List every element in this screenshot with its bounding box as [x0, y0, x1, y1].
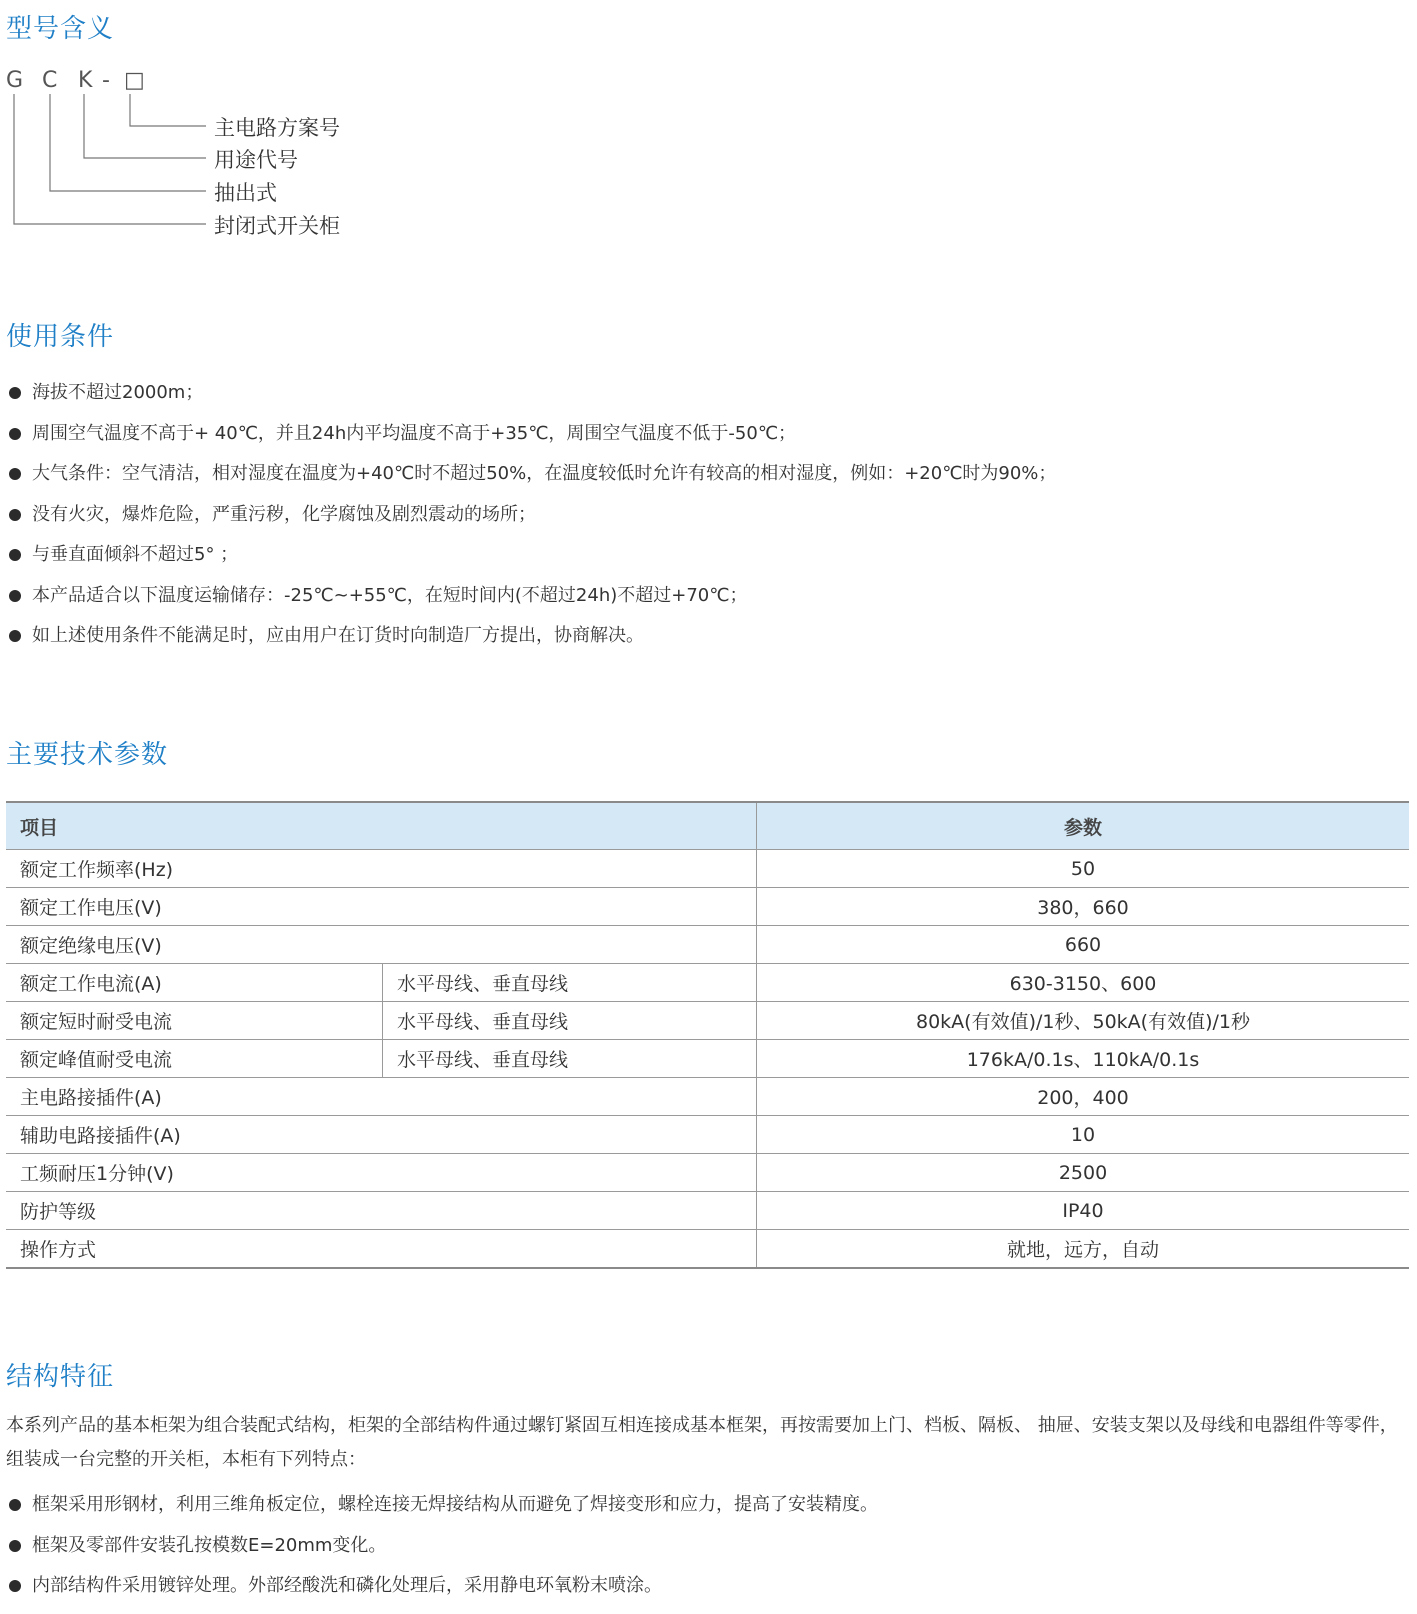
list-item: 没有火灾，爆炸危险，严重污秽，化学腐蚀及剧烈震动的场所；: [6, 502, 1056, 543]
model-section-title: 型号含义: [6, 14, 115, 44]
structure-section-title: 结构特征: [6, 1362, 115, 1392]
row-item: 操作方式: [6, 1230, 757, 1269]
table-row: [6, 1230, 1409, 1269]
row-item: 额定短时耐受电流: [6, 1002, 383, 1040]
table-row: [6, 1154, 1409, 1192]
model-letter-g: G: [6, 68, 24, 93]
row-value: 176kA/0.1s、110kA/0.1s: [757, 1040, 1410, 1078]
table-row: [6, 1192, 1409, 1230]
model-label-purpose: 用途代号: [214, 148, 298, 172]
table-row: [6, 1116, 1409, 1154]
list-item: 框架及零部件安装孔按模数E=20mm变化。: [6, 1533, 878, 1574]
list-item: 周围空气温度不高于+ 40℃，并且24h内平均温度不高于+35℃，周围空气温度不低于-50℃；: [6, 421, 1056, 462]
row-value: 200，400: [757, 1078, 1410, 1116]
row-value: 50: [757, 850, 1410, 888]
row-item: 工频耐压1分钟(V): [6, 1154, 757, 1192]
model-letter-k: K: [78, 68, 93, 93]
row-value: 380，660: [757, 888, 1410, 926]
list-item: 如上述使用条件不能满足时，应由用户在订货时向制造厂方提出，协商解决。: [6, 623, 1056, 664]
row-value: 就地，远方，自动: [757, 1230, 1410, 1269]
table-row: [6, 888, 1409, 926]
list-item: 大气条件：空气清洁，相对湿度在温度为+40℃时不超过50%，在温度较低时允许有较高的相对湿度，例如：+20℃时为90%；: [6, 461, 1056, 502]
row-sub: 水平母线、垂直母线: [383, 1040, 757, 1078]
table-row: [6, 850, 1409, 888]
header-value: 参数: [757, 802, 1410, 850]
row-sub: 水平母线、垂直母线: [383, 1002, 757, 1040]
row-item: 额定工作频率(Hz): [6, 850, 757, 888]
row-sub: 水平母线、垂直母线: [383, 964, 757, 1002]
conditions-list: [6, 380, 1056, 664]
structure-list: [6, 1492, 878, 1614]
table-header-row: [6, 802, 1409, 850]
row-item: 额定工作电流(A): [6, 964, 383, 1002]
row-value: 10: [757, 1116, 1410, 1154]
table-row: [6, 1002, 1409, 1040]
row-item: 防护等级: [6, 1192, 757, 1230]
row-item: 辅助电路接插件(A): [6, 1116, 757, 1154]
model-connector-lines: [0, 60, 210, 240]
table-row: [6, 964, 1409, 1002]
model-box: □: [124, 68, 145, 93]
model-letter-c: C: [42, 68, 58, 93]
list-item: 本产品适合以下温度运输储存：-25℃~+55℃，在短时间内(不超过24h)不超过+70℃；: [6, 583, 1056, 624]
row-value: IP40: [757, 1192, 1410, 1230]
list-item: 框架采用形钢材，利用三维角板定位，螺栓连接无焊接结构从而避免了焊接变形和应力，提高了安装精度。: [6, 1492, 878, 1533]
row-item: 额定工作电压(V): [6, 888, 757, 926]
model-label-main-circuit: 主电路方案号: [214, 116, 340, 140]
params-section-title: 主要技术参数: [6, 740, 169, 770]
table-row: [6, 1078, 1409, 1116]
table-row: [6, 926, 1409, 964]
model-dash: -: [102, 68, 110, 93]
model-label-drawout: 抽出式: [214, 181, 277, 205]
params-table: [6, 801, 1409, 1269]
row-value: 80kA(有效值)/1秒、50kA(有效值)/1秒: [757, 1002, 1410, 1040]
list-item: 海拔不超过2000m；: [6, 380, 1056, 421]
row-value: 660: [757, 926, 1410, 964]
row-value: 630-3150、600: [757, 964, 1410, 1002]
structure-intro: 本系列产品的基本柜架为组合装配式结构，柜架的全部结构件通过螺钉紧固互相连接成基本框架，再按需要加上门、档板、隔板、 抽屉、安装支架以及母线和电器组件等零件，组装成一台完整的开关柜，本柜有下列特点：: [6, 1415, 1398, 1470]
table-row: [6, 1040, 1409, 1078]
row-value: 2500: [757, 1154, 1410, 1192]
row-item: 主电路接插件(A): [6, 1078, 757, 1116]
list-item: 内部结构件采用镀锌处理。外部经酸洗和磷化处理后，采用静电环氧粉末喷涂。: [6, 1573, 878, 1614]
row-item: 额定绝缘电压(V): [6, 926, 757, 964]
model-label-enclosed: 封闭式开关柜: [214, 214, 340, 238]
list-item: 与垂直面倾斜不超过5° ；: [6, 542, 1056, 583]
row-item: 额定峰值耐受电流: [6, 1040, 383, 1078]
header-item: 项目: [6, 802, 757, 850]
conditions-section-title: 使用条件: [6, 322, 115, 352]
